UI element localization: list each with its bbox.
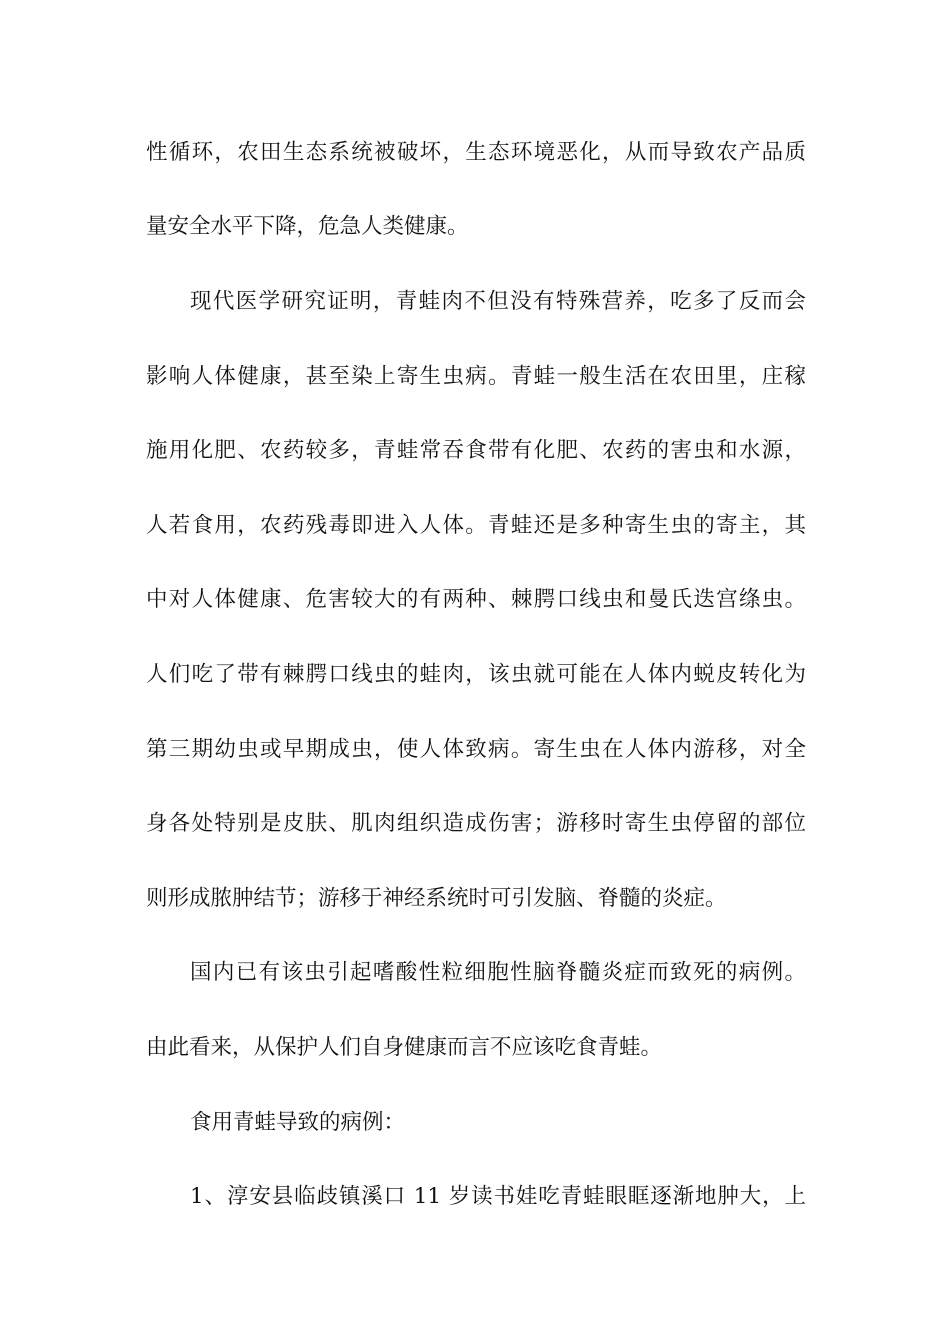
section-heading: 食用青蛙导致的病例： [190, 1110, 406, 1135]
text-line: 由此看来，从保护人们自身健康而言不应该吃食青蛙。 [146, 1035, 663, 1060]
text-line: 性循环，农田生态系统被破坏，生态环境恶化，从而导致农产品质 [146, 140, 806, 165]
text-line: 影响人体健康，甚至染上寄生虫病。青蛙一般生活在农田里，庄稼 [146, 364, 806, 389]
text-line: 第三期幼虫或早期成虫，使人体致病。寄生虫在人体内游移，对全 [146, 737, 806, 762]
paragraph-first-line: 国内已有该虫引起嗜酸性粒细胞性脑脊髓炎症而致死的病例。 [190, 960, 806, 985]
text-line: 人若食用，农药残毒即进入人体。青蛙还是多种寄生虫的寄主，其 [146, 513, 806, 538]
text-line: 身各处特别是皮肤、肌肉组织造成伤害；游移时寄生虫停留的部位 [146, 811, 806, 836]
text-line: 施用化肥、农药较多，青蛙常吞食带有化肥、农药的害虫和水源， [146, 438, 806, 463]
text-line: 中对人体健康、危害较大的有两种、棘腭口线虫和曼氏迭宫绦虫。 [146, 587, 806, 612]
text-line: 人们吃了带有棘腭口线虫的蛙肉，该虫就可能在人体内蜕皮转化为 [146, 662, 806, 687]
text-line: 量安全水平下降，危急人类健康。 [146, 214, 469, 239]
paragraph-first-line: 现代医学研究证明，青蛙肉不但没有特殊营养，吃多了反而会 [190, 289, 806, 314]
list-item: 1、淳安县临歧镇溪口 11 岁读书娃吃青蛙眼眶逐渐地肿大，上 [190, 1184, 806, 1209]
text-line: 则形成脓肿结节；游移于神经系统时可引发脑、脊髓的炎症。 [146, 886, 727, 911]
